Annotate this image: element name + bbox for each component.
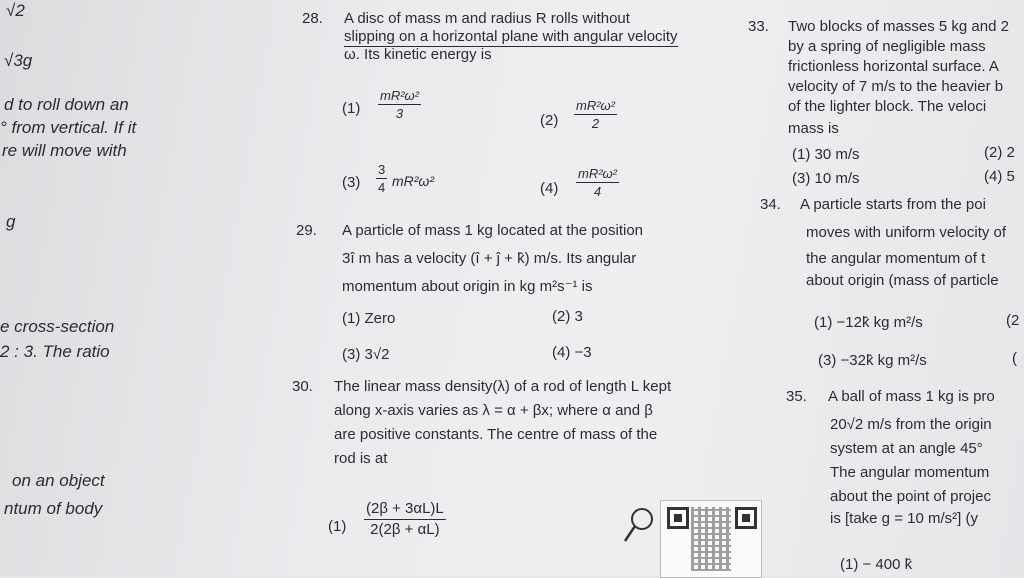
q30-number: 30. [292, 378, 313, 395]
q34-option-4: ( [1012, 350, 1017, 367]
q30-text-line-2: along x-axis varies as λ = α + βx; where α and β [334, 402, 653, 419]
left-text-line-4: e cross-section [0, 317, 115, 336]
q30-option-1-numerator: (2β + 3αL)L [364, 500, 446, 520]
q34-text-line-1: A particle starts from the poi [800, 196, 986, 213]
q29-number: 29. [296, 222, 317, 239]
q30-option-1-fraction [364, 500, 446, 539]
q34-text-line-4: about origin (mass of particle [806, 272, 999, 289]
q28-option-3-denominator: 4 [378, 180, 386, 195]
q28-option-4-fraction [576, 166, 619, 199]
q33-option-4: (4) 5 [984, 168, 1015, 185]
qr-finder-left [667, 507, 689, 529]
q35-text-line-3: system at an angle 45° [830, 440, 983, 457]
left-text-line-7: ntum of body [4, 499, 103, 518]
q35-text-line-5: about the point of projec [830, 488, 991, 505]
q33-text-line-6: mass is [788, 120, 839, 137]
q28-option-1-denominator: 3 [395, 106, 404, 121]
q29-text-line-3: momentum about origin in kg m²s⁻¹ is [342, 278, 593, 295]
left-text-line-6: on an object [12, 471, 105, 490]
q28-option-1-numerator: mR²ω² [380, 88, 419, 103]
q28-option-2-label: (2) [540, 112, 559, 129]
q29-option-4: (4) −3 [552, 344, 592, 361]
q30-text-line-4: rod is at [334, 450, 388, 467]
q28-option-3-fraction [376, 162, 387, 195]
q28-text-line-1: A disc of mass m and radius R rolls without [344, 10, 630, 27]
qr-code [660, 500, 762, 578]
q34-option-3: (3) −32k̂ kg m²/s [818, 352, 927, 369]
left-text-line-1: d to roll down an [4, 95, 129, 114]
q28-option-3-tail: mR²ω² [392, 173, 434, 189]
q30-option-1-denominator: 2(2β + αL) [370, 521, 440, 538]
q34-option-2: (2 [1006, 312, 1020, 329]
q34-number: 34. [760, 196, 781, 213]
q35-text-line-4: The angular momentum [830, 464, 990, 481]
q28-option-1-label: (1) [342, 100, 361, 117]
q33-option-1: (1) 30 m/s [792, 146, 860, 163]
q33-number: 33. [748, 18, 769, 35]
q30-text-line-3: are positive constants. The centre of mass of the [334, 426, 658, 443]
search-icon[interactable] [622, 505, 656, 545]
q28-option-1-fraction [378, 88, 421, 121]
q28-option-4-numerator: mR²ω² [578, 166, 617, 181]
root-3g-fragment: √3g [4, 51, 33, 70]
left-text-line-5: 2 : 3. The ratio [0, 342, 110, 361]
q29-option-3: (3) 3√2 [342, 346, 390, 363]
q35-text-line-2: 20√2 m/s from the origin [830, 416, 992, 433]
q28-option-2-denominator: 2 [591, 116, 600, 131]
q33-text-line-4: velocity of 7 m/s to the heavier b [788, 78, 1004, 95]
q28-text-line-2: slipping on a horizontal plane with angular velocity [344, 28, 678, 45]
q28-option-2-numerator: mR²ω² [576, 98, 615, 113]
q30-option-1-label: (1) [328, 518, 347, 535]
q33-text-line-3: frictionless horizontal surface. A [788, 58, 999, 75]
q28-option-3-numerator: 3 [378, 162, 386, 177]
q28-option-4-denominator: 4 [593, 184, 602, 199]
q35-number: 35. [786, 388, 807, 405]
q33-text-line-5: of the lighter block. The veloci [788, 98, 987, 115]
q34-text-line-3: the angular momentum of t [806, 250, 986, 267]
qr-pattern [691, 507, 731, 571]
q35-text-line-6: is [take g = 10 m/s²] (y [830, 510, 978, 527]
q35-text-line-1: A ball of mass 1 kg is pro [828, 388, 995, 405]
q34-text-line-2: moves with uniform velocity of [806, 224, 1007, 241]
q30-text-line-1: The linear mass density(λ) of a rod of length L kept [334, 378, 672, 395]
q34-option-1: (1) −12k̂ kg m²/s [814, 314, 923, 331]
q28-option-4-label: (4) [540, 180, 559, 197]
root-two-fragment: √2 [6, 1, 25, 20]
q33-option-3: (3) 10 m/s [792, 170, 860, 187]
left-text-line-3: re will move with [2, 141, 127, 160]
q29-text-line-1: A particle of mass 1 kg located at the position [342, 222, 644, 239]
q35-option-1: (1) − 400 k̂ [840, 556, 913, 573]
q33-option-2: (2) 2 [984, 144, 1015, 161]
q28-number: 28. [302, 10, 323, 27]
q28-option-2-fraction [574, 98, 617, 131]
q28-option-3-label: (3) [342, 174, 361, 191]
g-variable-fragment: g [6, 212, 16, 231]
q29-option-1: (1) Zero [342, 310, 396, 327]
q33-text-line-1: Two blocks of masses 5 kg and 2 [788, 18, 1009, 35]
q29-text-line-2: 3î m has a velocity (î + ĵ + k̂) m/s. Its angular [342, 250, 637, 267]
left-text-line-2: ° from vertical. If it [0, 118, 137, 137]
qr-finder-right [735, 507, 757, 529]
q33-text-line-2: by a spring of negligible mass [788, 38, 986, 55]
q28-text-line-3: ω. Its kinetic energy is [344, 46, 492, 63]
q29-option-2: (2) 3 [552, 308, 583, 325]
